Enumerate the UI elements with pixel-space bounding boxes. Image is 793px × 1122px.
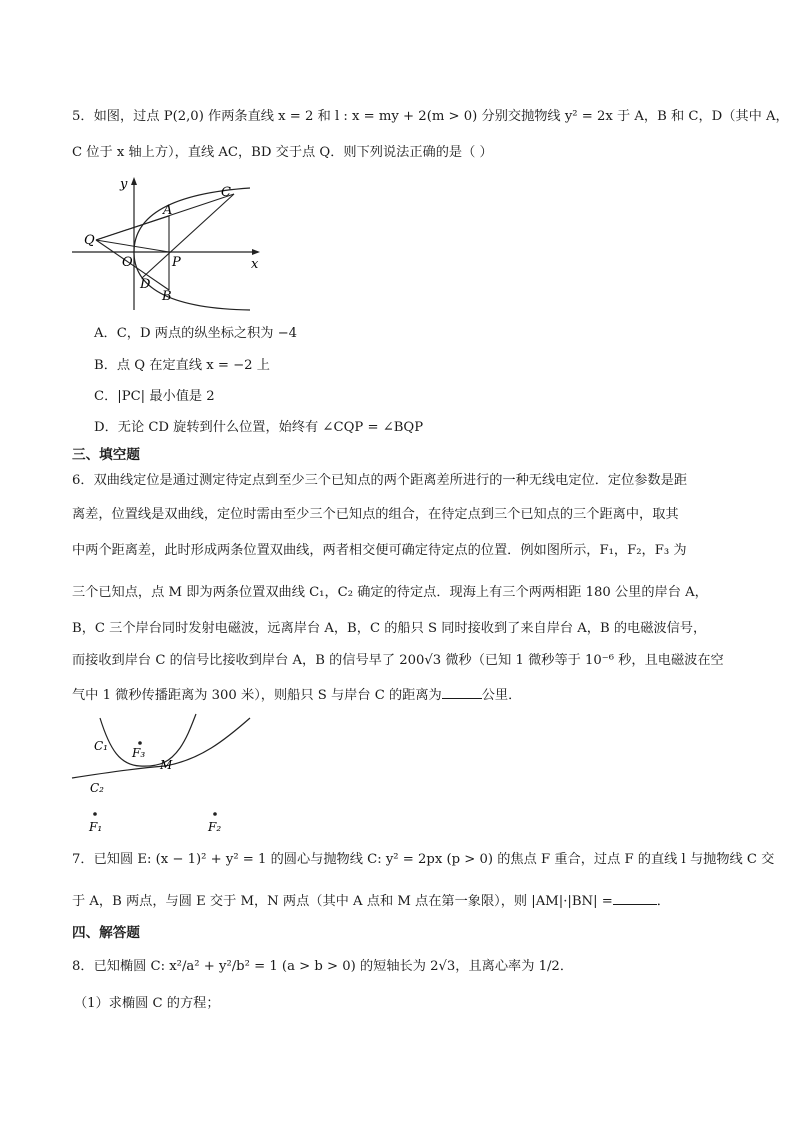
label-B: B [162,289,172,304]
q6-line-1: 6．双曲线定位是通过测定待定点到至少三个已知点的两个距离差所进行的一种无线电定位．定位参数是距 [72,473,688,488]
point-F3 [138,741,142,745]
q5-option-b: B．点 Q 在定直线 x = −2 上 [94,358,270,373]
q8-part-1: （1）求椭圆 C 的方程； [74,996,220,1011]
q7-answer-blank[interactable] [613,892,657,905]
x-axis-arrow-icon [252,249,260,255]
point-F2 [213,812,217,816]
point-F1 [93,812,97,816]
label-y: y [120,177,128,192]
q8-stem: 8．已知椭圆 C: x²/a² + y²/b² = 1 (a > b > 0) 的短轴长为 2√3，且离心率为 1/2． [72,959,574,974]
label-Q: Q [84,233,95,248]
q6-answer-blank[interactable] [442,686,482,699]
curve-C1 [100,714,196,766]
q5-option-d: D．无论 CD 旋转到什么位置，始终有 ∠CQP = ∠BQP [94,420,424,435]
q6-line-7-text: 气中 1 微秒传播距离为 300 米），则船只 S 与岸台 C 的距离为 [72,688,442,703]
q5-option-a: A．C，D 两点的纵坐标之积为 −4 [94,326,298,341]
line-l [142,194,234,278]
q7-line-1: 7．已知圆 E: (x − 1)² + y² = 1 的圆心与抛物线 C: y² = 2px (p > 0) 的焦点 F 重合，过点 F 的直线 l 与抛物线 C 交 [72,852,775,867]
section-answer-questions-heading: 四、解答题 [72,925,140,941]
q7-line-2-text: 于 A，B 两点，与圆 E 交于 M，N 两点（其中 A 点和 M 点在第一象限），则 |AM|·|BN| = [72,894,613,909]
q5-option-c: C．|PC| 最小值是 2 [94,389,215,404]
q6-line-5: B，C 三个岸台同时发射电磁波，远离岸台 A，B，C 的船只 S 同时接收到了来自岸台 A，B 的电磁波信号， [72,621,707,636]
q7-line-2 [72,892,722,911]
section-fill-in-blank-heading: 三、填空题 [72,447,140,463]
label-C2: C₂ [90,781,104,795]
q6-line-6: 而接收到岸台 C 的信号比接收到岸台 A，B 的信号早了 200√3 微秒（已知 1 微秒等于 10⁻⁶ 秒，且电磁波在空 [72,653,724,668]
label-M: M [160,758,173,772]
q6-line-3: 中两个距离差，此时形成两条位置双曲线，两者相交便可确定待定点的位置．例如图所示，F₁，F₂，F₃ 为 [72,543,687,558]
q5-parabola-figure [70,172,270,314]
label-F2: F₂ [208,820,222,834]
q6-line-7 [72,686,722,705]
y-axis-arrow-icon [131,177,137,185]
q6-line-4: 三个已知点，点 M 即为两条位置双曲线 C₁，C₂ 确定的待定点．现海上有三个两两相距 180 公里的岸台 A， [72,585,708,600]
q6-line-7-tail: 公里． [481,688,522,703]
label-F1: F₁ [89,820,103,834]
q6-line-2: 离差，位置线是双曲线，定位时需由至少三个已知点的组合，在待定点到三个已知点的三个距离中，取其 [72,507,679,522]
label-C: C [221,185,231,200]
label-A: A [163,203,173,218]
label-P: P [172,255,181,270]
q5-stem-line-2: C 位于 x 轴上方），直线 AC，BD 交于点 Q．则下列说法正确的是（ ） [72,145,493,160]
label-O: O [122,255,133,270]
q6-hyperbola-figure [70,710,260,840]
line-QP [96,240,169,252]
label-D: D [140,277,151,292]
q7-line-2-tail: ． [656,894,670,909]
label-C1: C₁ [94,739,108,753]
label-x: x [251,257,259,272]
label-F3: F₃ [132,746,146,760]
q5-stem-line-1: 5．如图，过点 P(2,0) 作两条直线 x = 2 和 l : x = my + 2(m > 0) 分别交抛物线 y² = 2x 于 A，B 和 C，D（其中 A， [72,109,789,124]
line-QA [96,216,169,240]
